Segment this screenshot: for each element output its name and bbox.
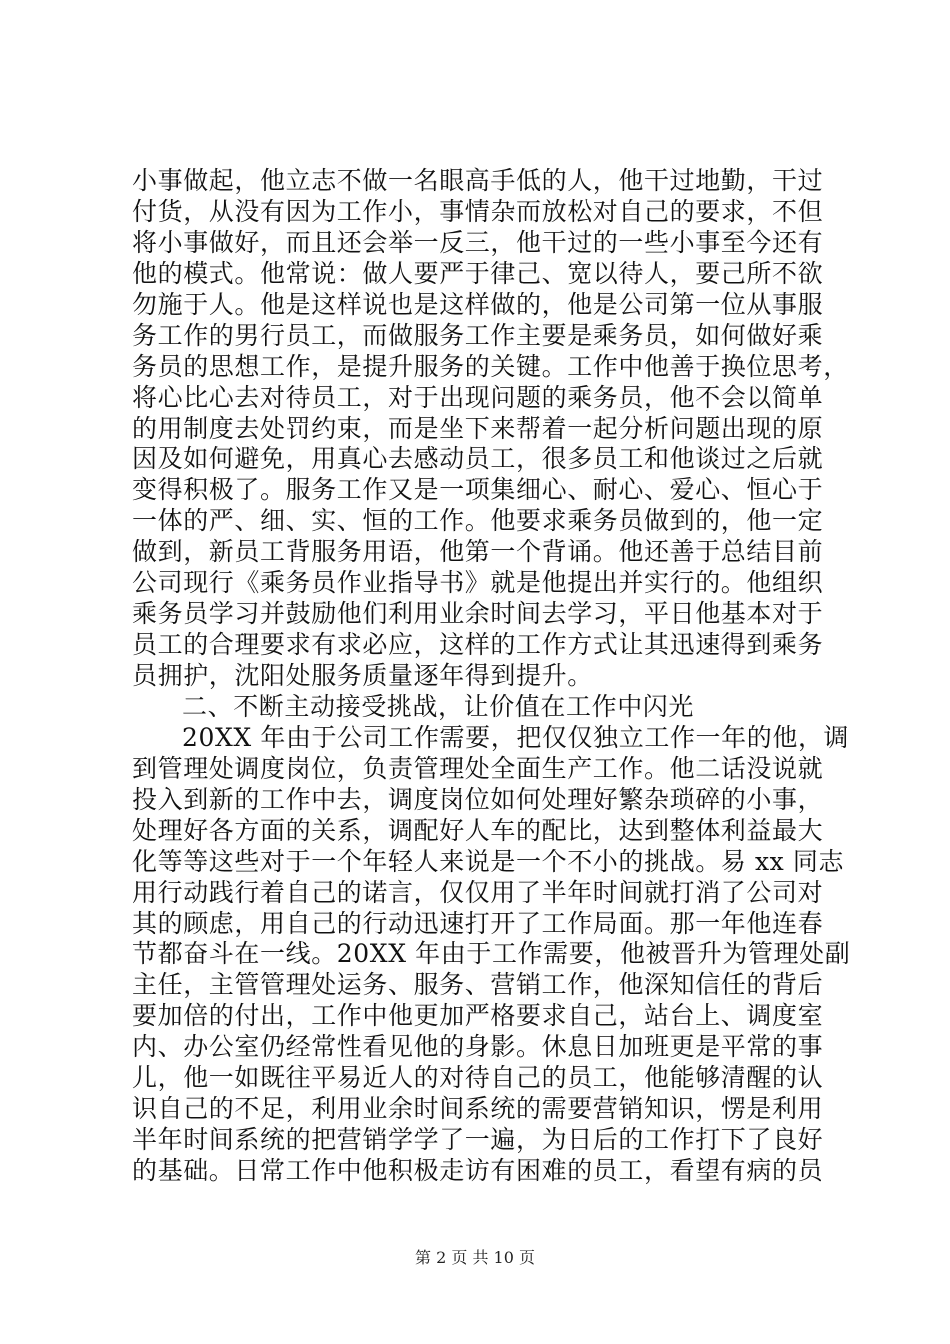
body-text-line: 变得积极了。服务工作又是一项集细心、耐心、爱心、恒心于 [132, 475, 824, 504]
body-text-line: 其的顾虑，用自己的行动迅速打开了工作局面。那一年他连春 [132, 909, 824, 938]
body-text-line: 做到，新员工背服务用语，他第一个背诵。他还善于总结目前 [132, 537, 824, 566]
body-text-line: 务工作的男行员工，而做服务工作主要是乘务员，如何做好乘 [132, 321, 824, 350]
body-text-line: 儿，他一如既往平易近人的对待自己的员工，他能够清醒的认 [132, 1063, 824, 1092]
body-text-line: 节都奋斗在一线。20XX 年由于工作需要，他被晋升为管理处副 [132, 939, 851, 968]
body-text-line: 识自己的不足，利用业余时间系统的需要营销知识，愣是利用 [132, 1094, 824, 1123]
body-text-line: 员拥护，沈阳处服务质量逐年得到提升。 [132, 661, 593, 690]
body-text-line: 务员的思想工作，是提升服务的关键。工作中他善于换位思考， [132, 352, 849, 381]
body-text-line: 付货，从没有因为工作小，事情杂而放松对自己的要求，不但 [132, 197, 824, 226]
page-footer: 第 2 页 共 10 页 [415, 1248, 535, 1267]
body-text-line: 要加倍的付出，工作中他更加严格要求自己，站台上、调度室 [132, 1001, 824, 1030]
body-text-line: 化等等这些对于一个年轻人来说是一个不小的挑战。易 xx 同志 [132, 847, 845, 876]
body-text-line: 主任，主管管理处运务、服务、营销工作，他深知信任的背后 [132, 970, 824, 999]
body-text-line: 将心比心去对待员工，对于出现问题的乘务员，他不会以简单 [132, 383, 824, 412]
body-text-line: 小事做起，他立志不做一名眼高手低的人，他干过地勤，干过 [132, 166, 824, 195]
body-text-line: 乘务员学习并鼓励他们利用业余时间去学习，平日他基本对于 [132, 599, 824, 628]
body-text-line: 公司现行《乘务员作业指导书》就是他提出并实行的。他组织 [132, 568, 824, 597]
body-text-line: 半年时间系统的把营销学学了一遍，为日后的工作打下了良好 [132, 1125, 824, 1154]
body-text-line: 20XX 年由于公司工作需要，把仅仅独立工作一年的他，调 [182, 723, 850, 752]
body-text-line: 到管理处调度岗位，负责管理处全面生产工作。他二话没说就 [132, 754, 824, 783]
body-text-line: 他的模式。他常说：做人要严于律己、宽以待人，要己所不欲 [132, 259, 824, 288]
body-text-line: 的基础。日常工作中他积极走访有困难的员工，看望有病的员 [132, 1156, 824, 1185]
body-text-line: 一体的严、细、实、恒的工作。他要求乘务员做到的，他一定 [132, 506, 824, 535]
body-text-line: 勿施于人。他是这样说也是这样做的，他是公司第一位从事服 [132, 290, 824, 319]
body-text-line: 处理好各方面的关系，调配好人车的配比，达到整体利益最大 [132, 816, 824, 845]
body-text-line: 用行动践行着自己的诺言，仅仅用了半年时间就打消了公司对 [132, 878, 824, 907]
body-text-line: 因及如何避免，用真心去感动员工，很多员工和他谈过之后就 [132, 444, 824, 473]
body-text-line: 的用制度去处罚约束，而是坐下来帮着一起分析问题出现的原 [132, 414, 824, 443]
body-text-line: 员工的合理要求有求必应，这样的工作方式让其迅速得到乘务 [132, 630, 824, 659]
body-text-line: 将小事做好，而且还会举一反三，他干过的一些小事至今还有 [132, 228, 824, 257]
body-text-line: 内、办公室仍经常性看见他的身影。休息日加班更是平常的事 [132, 1032, 824, 1061]
section-heading: 二、不断主动接受挑战，让价值在工作中闪光 [182, 692, 695, 721]
body-text-line: 投入到新的工作中去，调度岗位如何处理好繁杂琐碎的小事， [132, 785, 824, 814]
